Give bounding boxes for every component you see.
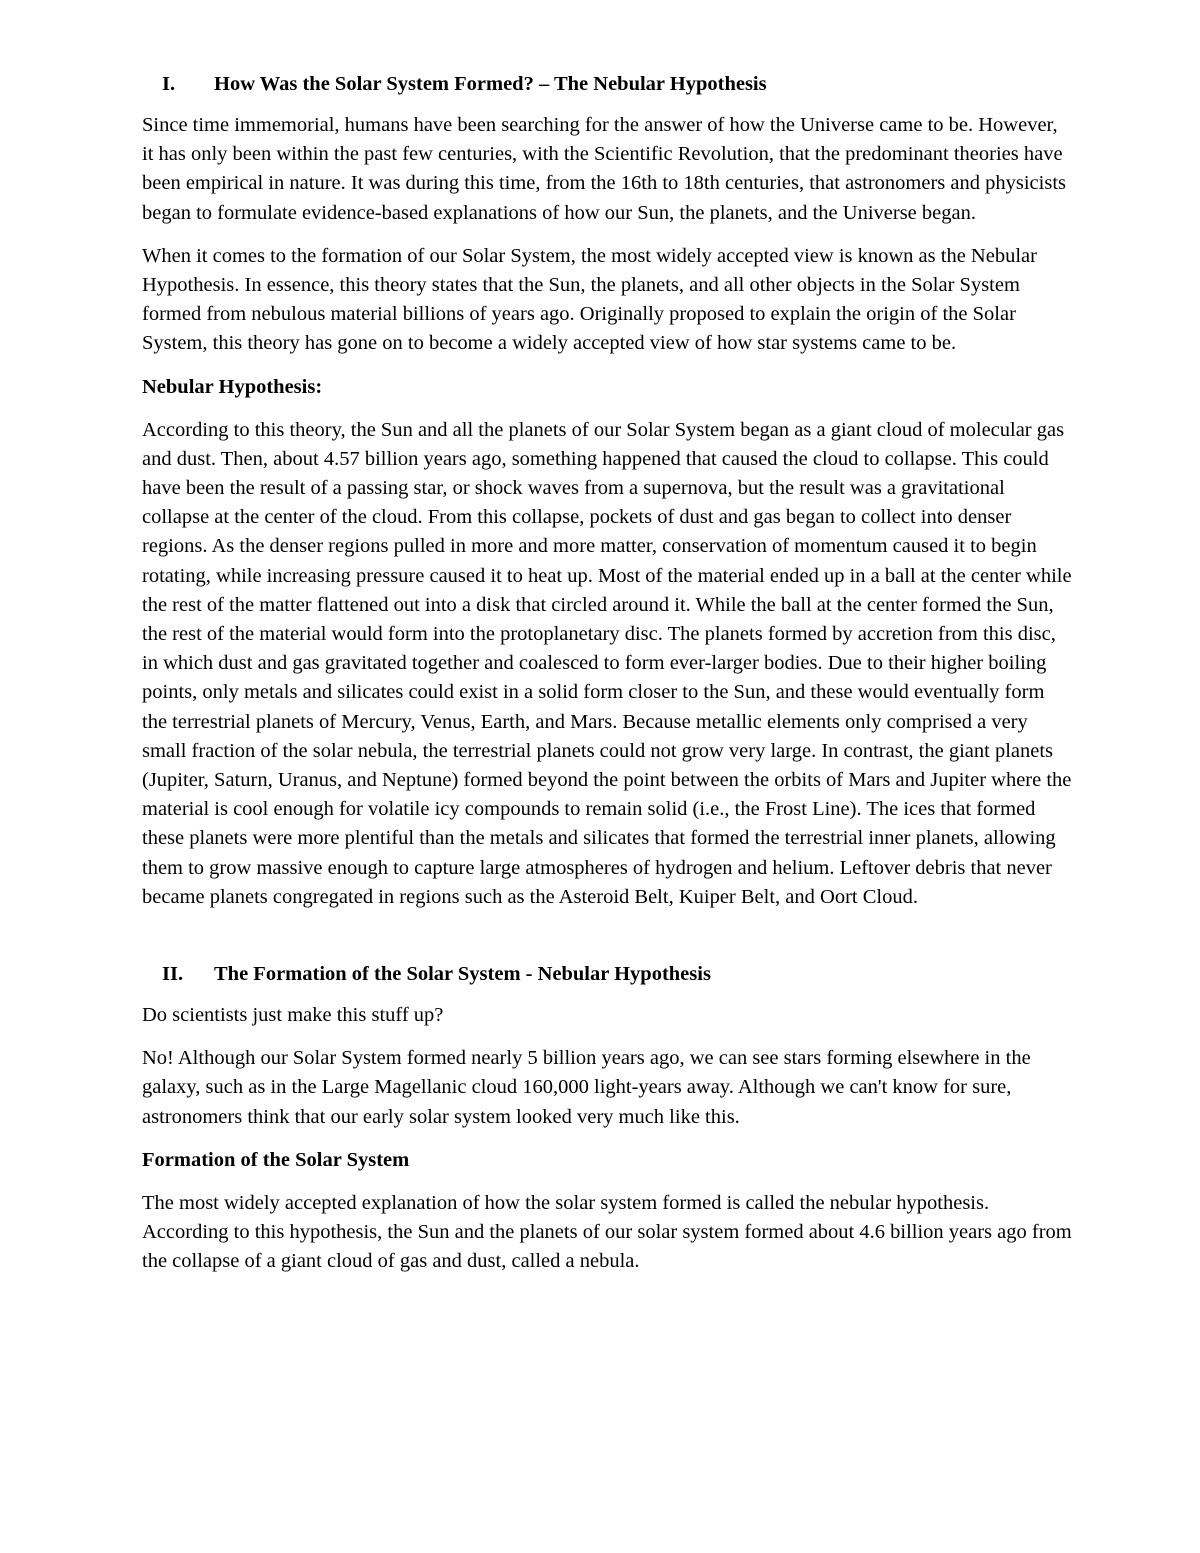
section-spacer [142, 926, 1072, 960]
nebular-hypothesis-subheading: Nebular Hypothesis: [142, 375, 323, 398]
section-1-heading [142, 70, 1072, 99]
section-2-heading [142, 960, 1072, 989]
formation-paragraph: The most widely accepted explanation of how the solar system formed is called the nebular hypothesis. According to this hypothesis, the Sun and the planets of our solar system formed about 4.6 billion years ago from the collapse of a giant cloud of gas and dust, called a nebula. [142, 1191, 1072, 1273]
section-1-paragraph-1: Since time immemorial, humans have been searching for the answer of how the Universe came to be. However, it has only been within the past few centuries, with the Scientific Revolution, that the predominant theories have been empirical in nature. It was during this time, from the 16th to 18th centuries, that astronomers and physicists began to formulate evidence-based explanations of how our Sun, the planets, and the Universe began. [142, 114, 1067, 224]
formation-subheading: Formation of the Solar System [142, 1148, 410, 1171]
section-1-title: How Was the Solar System Formed? – The Nebular Hypothesis [214, 73, 767, 95]
section-2-question: Do scientists just make this stuff up? [142, 1004, 444, 1027]
section-1-paragraph-2: When it comes to the formation of our Solar System, the most widely accepted view is known as the Nebular Hypothesis. In essence, this theory states that the Sun, the planets, and all other objects in the Solar System formed from nebulous material billions of years ago. Originally proposed to explain the origin of the Solar System, this theory has gone on to become a widely accepted view of how star systems came to be. [142, 244, 1037, 355]
nebular-hypothesis-paragraph: According to this theory, the Sun and all the planets of our Solar System began as a giant cloud of molecular gas and dust. Then, about 4.57 billion years ago, something happened that caused the cloud to collapse. This could have been the result of a passing star, or shock waves from a supernova, but the result was a gravitational collapse at the center of the cloud. From this collapse, pockets of dust and gas began to collect into denser regions. As the denser regions pulled in more and more matter, conservation of momentum caused it to begin rotating, while increasing pressure caused it to heat up. Most of the material ended up in a ball at the center while the rest of the matter flattened out into a disk that circled around it. While the ball at the center formed the Sun, the rest of the material would form into the protoplanetary disc. The planets formed by accretion from this disc, in which dust and gas gravitated together and coalesced to form ever-larger bodies. Due to their higher boiling points, only metals and silicates could exist in a solid form closer to the Sun, and these would eventually form the terrestrial planets of Mercury, Venus, Earth, and Mars. Because metallic elements only comprised a very small fraction of the solar nebula, the terrestrial planets could not grow very large. In contrast, the giant planets (Jupiter, Saturn, Uranus, and Neptune) formed beyond the point between the orbits of Mars and Jupiter where the material is cool enough for volatile icy compounds to remain solid (i.e., the Frost Line). The ices that formed these planets were more plentiful than the metals and silicates that formed the terrestrial inner planets, allowing them to grow massive enough to capture large atmospheres of hydrogen and helium. Leftover debris that never became planets congregated in regions such as the Asteroid Belt, Kuiper Belt, and Oort Cloud. [142, 418, 1072, 908]
section-2-answer: No! Although our Solar System formed nearly 5 billion years ago, we can see stars forming elsewhere in the galaxy, such as in the Large Magellanic cloud 160,000 light-years away. Although we can't know for sure, astronomers think that our early solar system looked very much like this. [142, 1047, 1031, 1128]
section-2-title: The Formation of the Solar System - Nebular Hypothesis [214, 963, 711, 986]
section-1-number: I. [162, 73, 176, 95]
section-2-number: II. [162, 963, 184, 986]
document-page [142, 70, 1072, 1291]
